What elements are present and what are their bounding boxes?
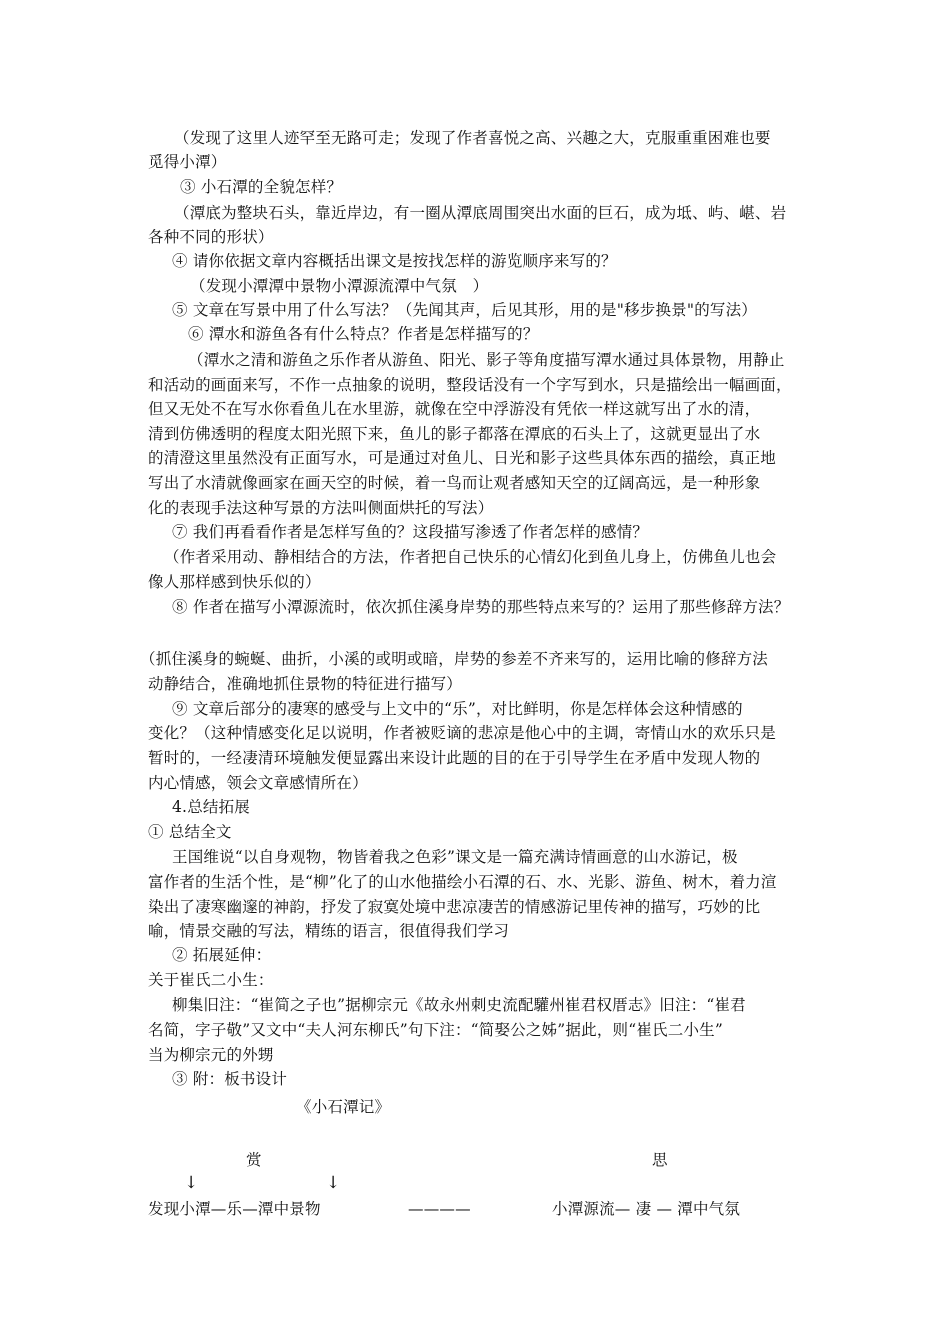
text-line: 动静结合，准确地抓住景物的特征进行描写） — [148, 675, 463, 693]
board-right-row: 小潭源流— 凄 — 潭中气氛 — [552, 1200, 741, 1218]
text-line: （发现了这里人迹罕至无路可走；发现了作者喜悦之高、兴趣之大，克服重重困难也要 — [174, 129, 771, 147]
text-line: （发现小潭潭中景物小潭源流潭中气氛 ） — [190, 277, 489, 295]
text-line: 化的表现手法这种写景的方法叫侧面烘托的写法） — [148, 499, 494, 517]
text-line: 像人那样感到快乐似的） — [148, 573, 321, 591]
text-line: 当为柳宗元的外甥 — [148, 1046, 274, 1064]
text-line: （抓住溪身的蜿蜒、曲折，小溪的或明或暗，岸势的参差不齐来写的，运用比喻的修辞方法 — [140, 650, 769, 668]
text-line: 各种不同的形状） — [148, 228, 274, 246]
text-line: （作者采用动、静相结合的方法，作者把自己快乐的心情幻化到鱼儿身上，仿佛鱼儿也会 — [164, 548, 777, 566]
text-line: 但又无处不在写水你看鱼儿在水里游，就像在空中浮游没有凭依一样这就写出了水的清， — [148, 400, 761, 418]
question-line: ⑨ 文章后部分的凄寒的感受与上文中的“乐”，对比鲜明，你是怎样体会这种情感的 — [172, 700, 743, 718]
text-line: 的清澄这里虽然没有正面写水，可是通过对鱼儿、日光和影子这些具体东西的描绘，真正地 — [148, 449, 777, 467]
text-line: （潭水之清和游鱼之乐作者从游鱼、阳光、影子等角度描写潭水通过具体景物，用静止 — [188, 351, 785, 369]
down-arrow-icon: ↓ — [326, 1173, 341, 1193]
question-line: ⑥ 潭水和游鱼各有什么特点？作者是怎样描写的？ — [188, 325, 539, 343]
text-line: 写出了水清就像画家在画天空的时候，着一鸟而让观者感知天空的辽阔高远，是一种形象 — [148, 474, 761, 492]
down-arrow-icon: ↓ — [184, 1173, 199, 1193]
question-line: ④ 请你依据文章内容概括出课文是按找怎样的游览顺序来写的？ — [172, 252, 617, 270]
text-line: 清到仿佛透明的程度太阳光照下来，鱼儿的影子都落在潭底的石头上了，这就更显出了水 — [148, 425, 761, 443]
subsection-heading: ③ 附：板书设计 — [172, 1070, 288, 1088]
question-line: ③ 小石潭的全貌怎样？ — [180, 178, 343, 196]
text-line: 名简，字子敬”又文中“夫人河东柳氏”句下注：“简娶公之姊”据此，则“崔氏二小生” — [148, 1021, 723, 1039]
board-left-row: 发现小潭—乐—潭中景物 — [148, 1200, 321, 1218]
question-line: ⑤ 文章在写景中用了什么写法？（先闻其声，后见其形，用的是"移步换景"的写法） — [172, 301, 757, 319]
subsection-heading: ② 拓展延伸： — [172, 946, 272, 964]
text-line: 关于崔氏二小生： — [148, 971, 274, 989]
board-left-head: 赏 — [246, 1151, 262, 1169]
question-line: ⑧ 作者在描写小潭源流时，依次抓住溪身岸势的那些特点来写的？运用了那些修辞方法？ — [172, 598, 790, 616]
text-line: 暂时的，一经凄清环境触发便显露出来设计此题的目的在于引导学生在矛盾中发现人物的 — [148, 749, 761, 767]
text-line: 富作者的生活个性，是“柳”化了的山水他描绘小石潭的石、水、光影、游鱼、树木，着力渲 — [148, 873, 777, 891]
text-line: 柳集旧注：“崔简之子也”据柳宗元《故永州刺史流配驩州崔君权厝志》旧注：“崔君 — [172, 996, 746, 1014]
text-line: 喻，情景交融的写法，精练的语言，很值得我们学习 — [148, 922, 510, 940]
text-line: 觅得小潭） — [148, 153, 227, 171]
question-line: ⑦ 我们再看看作者是怎样写鱼的？这段描写渗透了作者怎样的感情？ — [172, 523, 649, 541]
text-line: （潭底为整块石头，靠近岸边，有一圈从潭底周围突出水面的巨石，成为坻、屿、嵁、岩 — [174, 204, 787, 222]
board-title: 《小石潭记》 — [296, 1098, 391, 1116]
text-line: 染出了凄寒幽邃的神韵，抒发了寂寞处境中悲凉凄苦的情感游记里传神的描写，巧妙的比 — [148, 898, 761, 916]
board-right-head: 思 — [652, 1151, 668, 1169]
text-line: 变化？（这种情感变化足以说明，作者被贬谪的悲凉是他心中的主调，寄情山水的欢乐只是 — [148, 724, 777, 742]
subsection-heading: ① 总结全文 — [148, 823, 232, 841]
text-line: 王国维说“以自身观物，物皆着我之色彩”课文是一篇充满诗情画意的山水游记，极 — [172, 848, 738, 866]
text-line: 内心情感，领会文章感情所在） — [148, 774, 368, 792]
text-line: 和活动的画面来写，不作一点抽象的说明，整段话没有一个字写到水，只是描绘出一幅画面， — [148, 376, 792, 394]
section-heading: 4.总结拓展 — [172, 798, 250, 816]
board-middle-connector: ———— — [408, 1200, 471, 1218]
